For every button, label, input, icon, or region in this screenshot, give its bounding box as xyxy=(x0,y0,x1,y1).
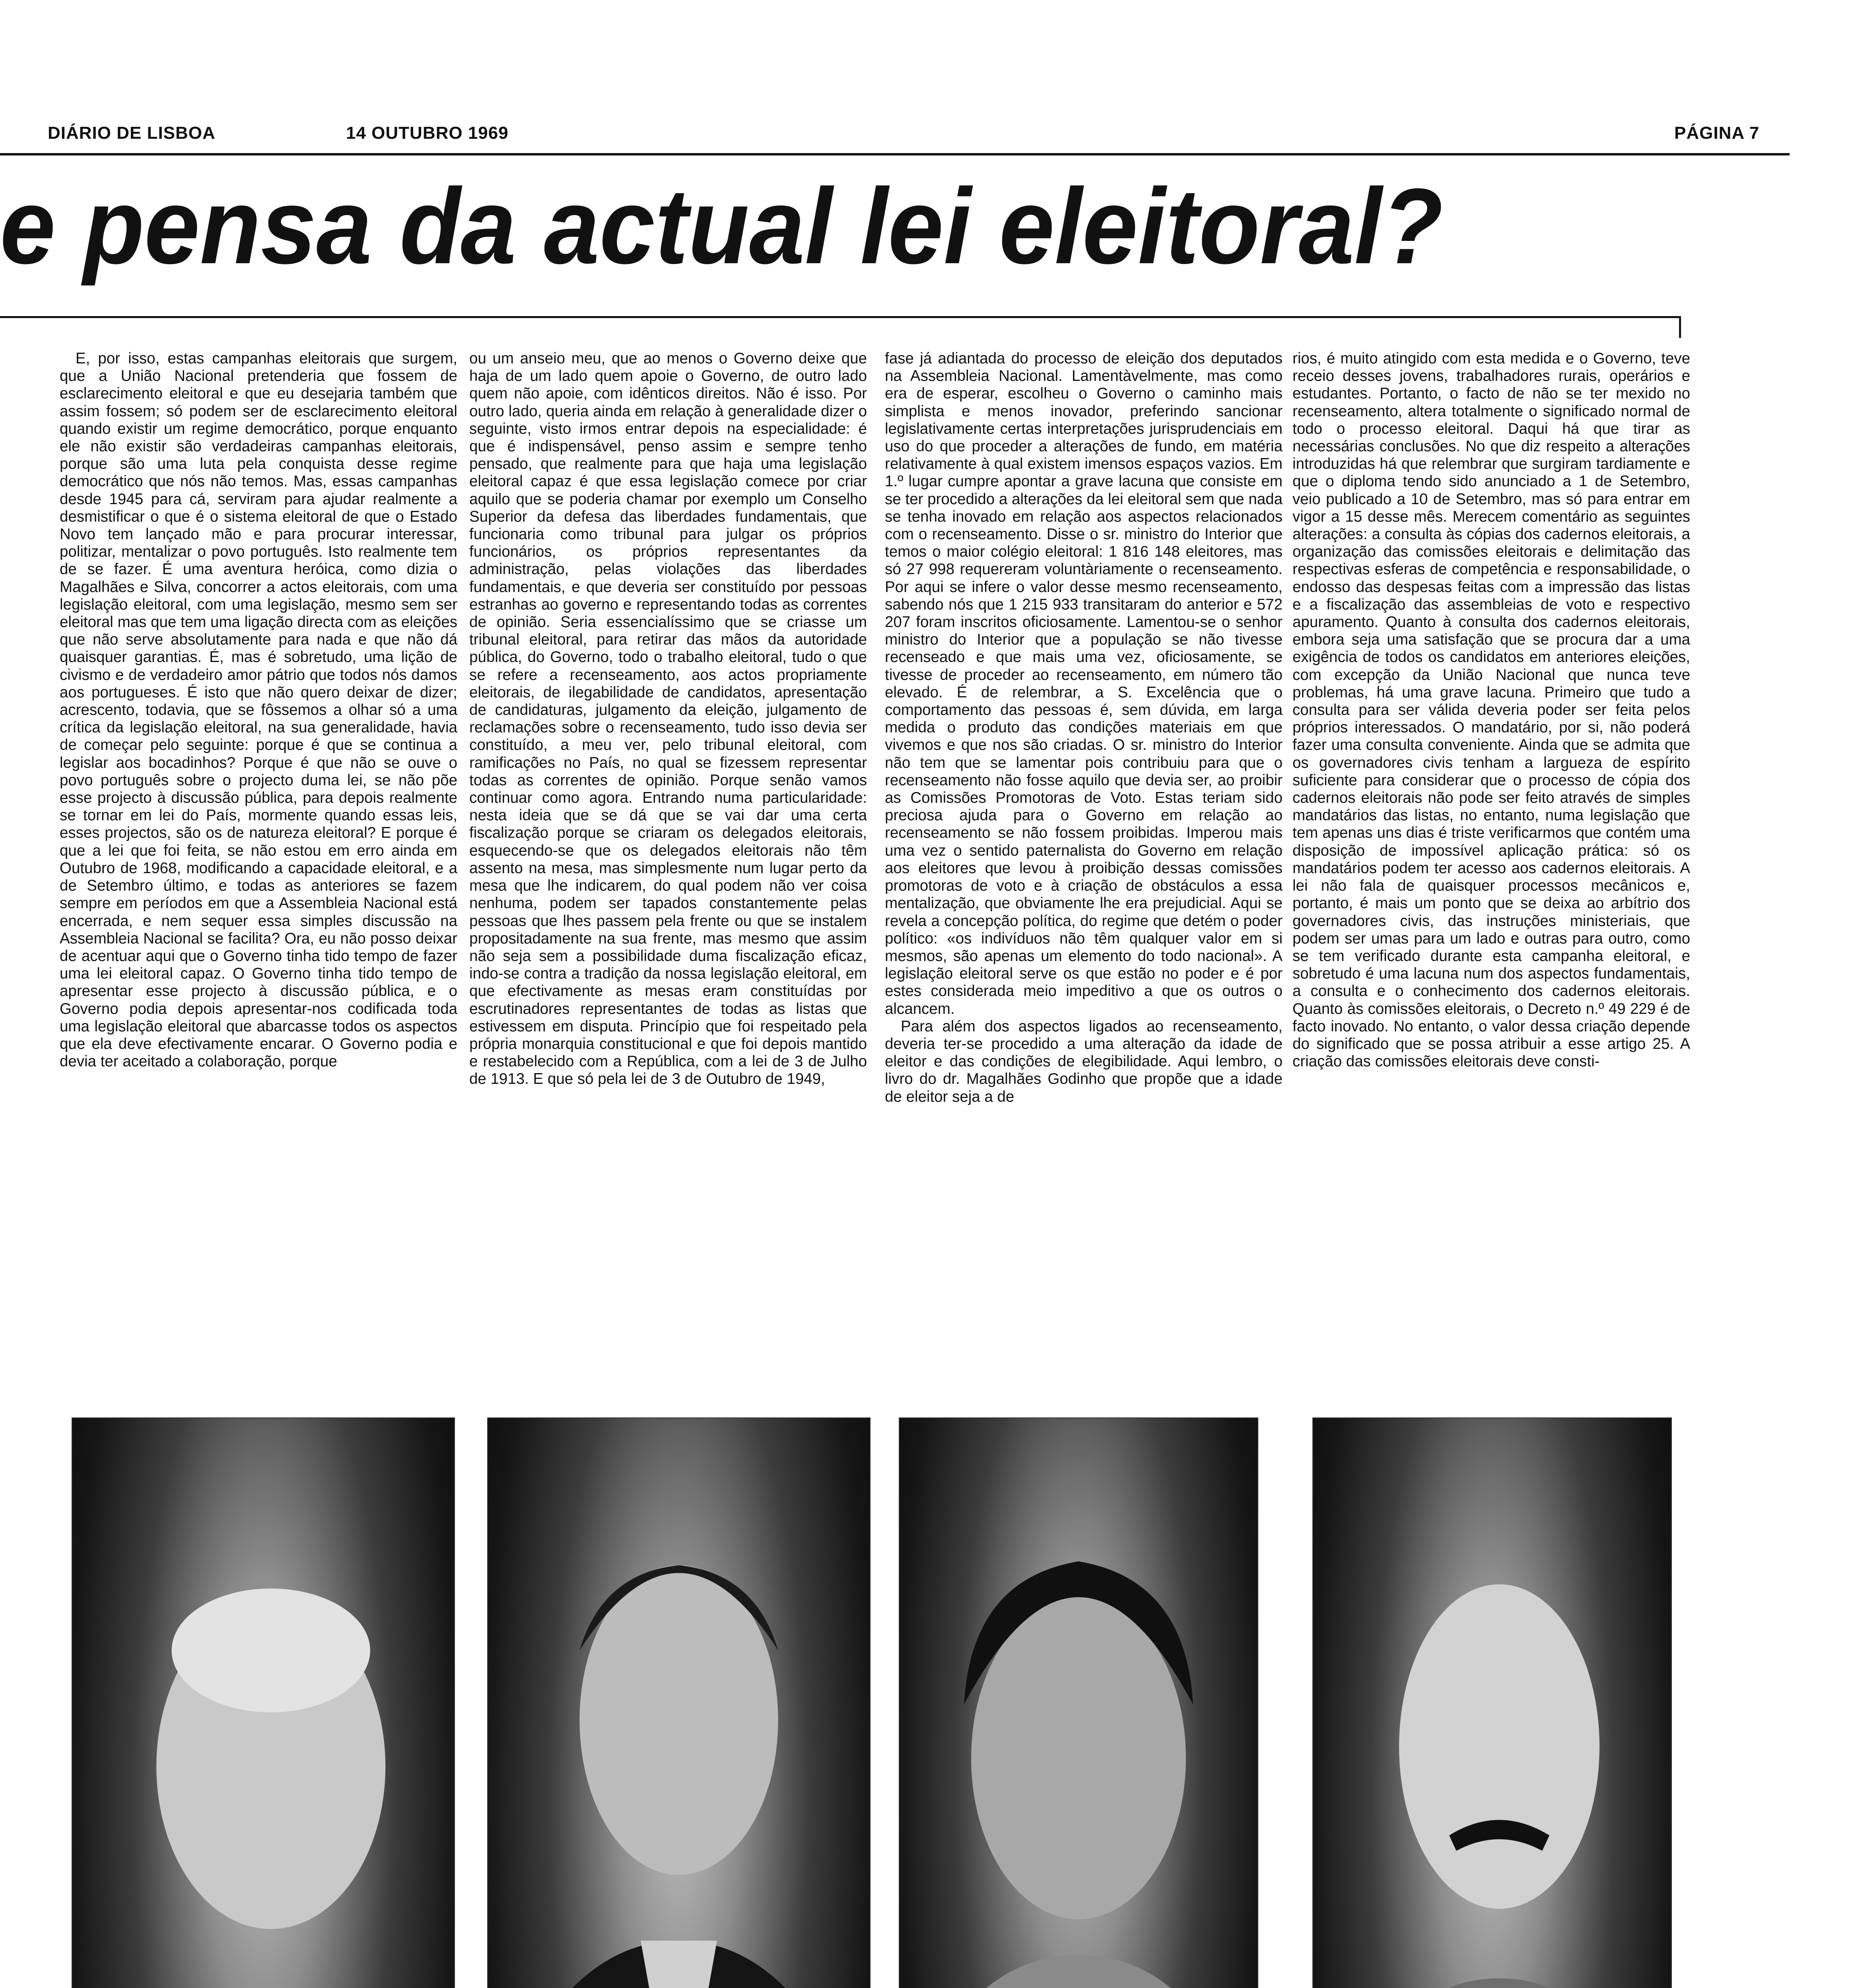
portrait-photo-magalhaes-godinho xyxy=(72,1417,455,1988)
portrait-photo-magalhaes-e-silva xyxy=(899,1417,1258,1988)
portrait-silhouette xyxy=(900,1418,1257,1988)
article-column-2 xyxy=(469,350,867,1400)
portrait-silhouette xyxy=(72,1418,454,1988)
page-number: PÁGINA 7 xyxy=(1674,123,1760,143)
portrait-photo-vasconcelos-abreu xyxy=(487,1417,871,1988)
headline-rule xyxy=(0,316,1680,318)
paragraph: Para além dos aspectos ligados ao recenseamento, deveria ter-se procedido a uma alteração da idade de eleitor e das condições de elegibilidade. Aqui lembro, o livro do dr. Magalhães Godinho que propõe que a idade de eleitor seja a de xyxy=(885,1017,1283,1105)
article-column-1 xyxy=(60,350,457,1400)
article-column-3 xyxy=(885,350,1283,1400)
article-column-4 xyxy=(1292,350,1690,1400)
page-header xyxy=(0,123,1858,147)
headline-side-rule xyxy=(1679,316,1681,338)
paragraph: fase já adiantada do processo de eleição dos deputados na Assembleia Nacional. Lamentàvelmente, mas como era de esperar, escolheu o Governo o caminho mais simplista e menos inovador, preferindo sancionar legislativamente certas interpretações jurisprudenciais em uso do que proceder a alterações de fundo, em matéria relativamente à qual existem imensos espaços vazios. Em 1.º lugar cumpre apontar a grave lacuna que consiste em se ter procedido a alterações da lei eleitoral sem que nada se tenha inovado em relação aos aspectos relacionados com o recenseamento. Disse o sr. ministro do Interior que temos o maior colégio eleitoral: 1 816 148 eleitores, mas só 27 998 requereram voluntàriamente o recenseamento. Por aqui se infere o valor desse mesmo recenseamento, sabendo nós que 1 215 933 transitaram do anterior e 572 207 foram inscritos oficiosamente. Lamentou-se o senhor ministro do Interior que a população se não tivesse recenseado e que mais uma vez, oficiosamente, se tivesse de proceder ao recenseamento, em número tão elevado. É de relembrar, a S. Excelência que o comportamento das pessoas é, sem dúvida, em larga medida o produto das condições materiais em que vivemos e que nos são criadas. O sr. ministro do Interior não tem que se lamentar pois contribuiu para que o recenseamento não fosse aquilo que devia ser, ao proibir as Comissões Promotoras de Voto. Estas teriam sido preciosa ajuda para o Governo em relação ao recenseamento se não fossem proibidas. Imperou mais uma vez o sentido paternalista do Governo em relação aos eleitores que levou à proibição dessas comissões promotoras de voto e à criação de obstáculos a essa mentalização, que obviamente lhe era prejudicial. Aqui se revela a concepção política, do regime que detém o poder político: «os indivíduos não têm qualquer valor em si mesmos, são apenas um elemento do todo nacional». A legislação eleitoral serve os que estão no poder e é por estes considerada meio impeditivo a que os outros o alcancem. xyxy=(885,350,1283,1017)
portrait-silhouette xyxy=(1313,1418,1671,1988)
paragraph: ou um anseio meu, que ao menos o Governo deixe que haja de um lado quem apoie o Governo, de outro lado quem não apoie, com idênticos direitos. Não é isso. Por outro lado, queria ainda em relação à generalidade dizer o seguinte, visto irmos entrar depois na especialidade: é que é indispensável, penso assim e sempre tenho pensado, que realmente para que haja uma legislação eleitoral capaz é que essa legislação comece por criar aquilo que se poderia chamar por exemplo um Conselho Superior da defesa das liberdades fundamentais, que funcionaria como tribunal para julgar os próprios funcionários, os próprios representantes da administração, pelas violações das liberdades fundamentais, e que deveria ser constituído por pessoas estranhas ao governo e representando todas as correntes de opinião. Seria essencialíssimo que se criasse um tribunal eleitoral, para retirar das mãos da autoridade pública, do Governo, todo o trabalho eleitoral, tudo o que se refere a recenseamento, aos actos propriamente eleitorais, de ilegabilidade de candidatos, apresentação de candidaturas, julgamento da eleição, julgamento de reclamações sobre o recenseamento, tudo isso devia ser constituído, a meu ver, pelo tribunal eleitoral, com ramificações no País, no qual se fizessem representar todas as correntes de opinião. Porque senão vamos continuar como agora. Entrando numa particularidade: nesta ideia que se dá que se vai dar uma certa fiscalização porque se criaram os delegados eleitorais, esquecendo-se que os delegados eleitorais não têm assento na mesa, mas simplesmente num lugar perto da mesa que lhe indicarem, do qual podem não ver coisa nenhuma, podem ser tapados constantemente pelas pessoas que lhes passem pela frente ou que se instalem propositadamente na sua frente, mas mesmo que assim não seja sem a possibilidade duma fiscalização eficaz, indo-se contra a tradição da nossa legislação eleitoral, em que efectivamente as mesas eram constituídas por escrutinadores representantes de todas as listas que estivessem em disputa. Princípio que foi respeitado pela própria monarquia constitucional e que foi depois mantido e restabelecido com a República, com a lei de 3 de Julho de 1913. E que só pela lei de 3 de Outubro de 1949, xyxy=(469,350,867,1088)
headline: e pensa da actual lei eleitoral? xyxy=(0,167,1443,286)
issue-date: 14 OUTUBRO 1969 xyxy=(346,123,509,143)
portrait-photo-manuel-de-azevedo xyxy=(1312,1417,1672,1988)
paragraph: rios, é muito atingido com esta medida e o Governo, teve receio desses jovens, trabalhadores rurais, operários e estudantes. Portanto, o facto de não se ter mexido no recenseamento, altera totalmente o significado normal de todo o processo eleitoral. Daqui há que tirar as necessárias conclusões. No que diz respeito a alterações introduzidas há que relembrar que surgiram tardiamente e que o diploma tendo sido anunciado a 1 de Setembro, veio publicado a 10 de Setembro, mas só para entrar em vigor a 15 desse mês. Merecem comentário as seguintes alterações: a consulta às cópias dos cadernos eleitorais, a organização das comissões eleitorais e delimitação das respectivas esferas de competência e responsabilidade, o endosso das despesas feitas com a impressão das listas e a fiscalização das assembleias de voto e respectivo apuramento. Quanto à consulta dos cadernos eleitorais, embora seja uma satisfação que se procura dar a uma exigência de todos os candidatos em anteriores eleições, com excepção da União Nacional que nunca teve problemas, há uma grave lacuna. Primeiro que tudo a consulta para ser válida deveria poder ser feita pelos próprios interessados. O mandatário, por si, não poderá fazer uma consulta conveniente. Ainda que se admita que os governadores civis tenham a largueza de espírito suficiente para considerar que o processo de cópia dos cadernos eleitorais não pode ser feito através de simples mandatários das listas, no entanto, numa legislação que tem apenas uns dias é triste verificarmos que contém uma disposição de impossível aplicação prática: só os mandatários podem ter acesso aos cadernos eleitorais. A lei não fala de quaisquer processos mecânicos e, portanto, é mais um ponto que se deixa ao arbítrio dos governadores civis, das instruções ministeriais, que podem ser umas para um lado e outras para outro, como se tem verificado durante esta campanha eleitoral, e sobretudo é uma lacuna num dos aspectos fundamentais, a consulta e o conhecimento dos cadernos eleitorais. Quanto às comissões eleitorais, o Decreto n.º 49 229 é de facto inovado. No entanto, o valor dessa criação depende do significado que se possa atribuir a esse artigo 25. A criação das comissões eleitorais deve consti- xyxy=(1292,350,1690,1070)
portrait-silhouette xyxy=(488,1418,870,1988)
newspaper-name: DIÁRIO DE LISBOA xyxy=(48,123,216,143)
header-rule xyxy=(0,153,1790,155)
paragraph: E, por isso, estas campanhas eleitorais que surgem, que a União Nacional pretenderia que fossem de esclarecimento eleitoral e que eu desejaria também que assim fossem; só podem ser de esclarecimento eleitoral quando existir um regime democrático, porque enquanto ele não existir são verdadeiras campanhas eleitorais, porque são uma luta pela conquista desse regime democrático que nós não temos. Mas, essas campanhas desde 1945 para cá, serviram para ajudar realmente a desmistificar o que é o sistema eleitoral de que o Estado Novo tem lançado mão e para procurar interessar, politizar, mentalizar o povo português. Isto realmente tem de se fazer. É uma aventura heróica, como dizia o Magalhães e Silva, concorrer a actos eleitorais, com uma legislação eleitoral, com uma legislação, mesmo sem ser eleitoral mas que tem uma ligação directa com as eleições que não serve absolutamente para nada e que não dá quaisquer garantias. É, mas é sobretudo, uma lição de civismo e de verdadeiro amor pátrio que todos nós damos aos portugueses. É isto que não quero deixar de dizer; acrescento, todavia, que se fôssemos a olhar só a uma crítica da legislação eleitoral, na sua generalidade, havia de começar pelo seguinte: porque é que se continua a legislar aos bocadinhos? Porque é que não se ouve o povo português sobre o projecto duma lei, se não põe esse projecto à discussão pública, para depois realmente se tornar em lei do País, mormente quando essas leis, esses projectos, são os de natureza eleitoral? E porque é que a lei que foi feita, se não estou em erro ainda em Outubro de 1968, modificando a capacidade eleitoral, e a de Setembro último, e todas as anteriores se fazem sempre em períodos em que a Assembleia Nacional está encerrada, e nem sequer essa simples discussão na Assembleia Nacional se facilita? Ora, eu não posso deixar de acentuar aqui que o Governo tinha tido tempo de fazer uma lei eleitoral capaz. O Governo tinha tido tempo de apresentar esse projecto à discussão pública, e o Governo podia depois apresentar-nos codificada toda uma legislação eleitoral que abarcasse todos os aspectos que ela deve efectivamente encarar. O Governo podia e devia ter aceitado a colaboração, porque xyxy=(60,350,457,1070)
